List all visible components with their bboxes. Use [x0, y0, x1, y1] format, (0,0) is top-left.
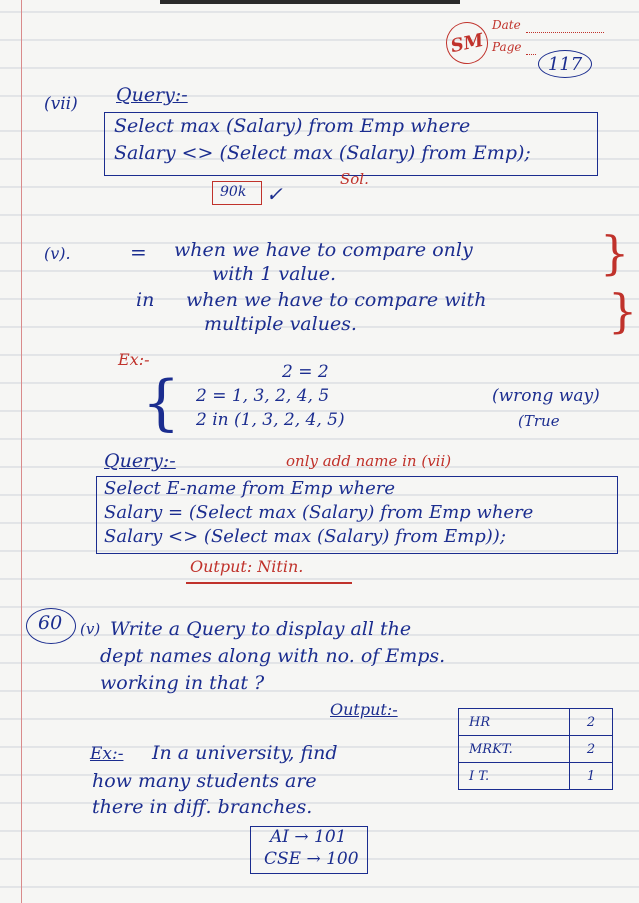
output-label: Output:-: [330, 700, 398, 719]
page-label: Page: [492, 40, 522, 54]
count-cell: 2: [570, 709, 613, 736]
table-row: [459, 709, 613, 736]
count-cell: 1: [570, 763, 613, 790]
table-row: [459, 736, 613, 763]
example2-line3: there in diff. branches.: [92, 796, 313, 818]
example-brace: {: [142, 368, 181, 438]
query1-line2: Salary <> (Select max (Salary) from Emp);: [114, 142, 531, 164]
query2-output: Output: Nitin.: [190, 557, 304, 576]
tick-mark: ✓: [266, 182, 283, 206]
example2-label: Ex:-: [90, 744, 124, 764]
date-line: [526, 32, 604, 33]
query2-note: only add name in (vii): [286, 452, 452, 470]
question-line3: working in that ?: [100, 672, 265, 694]
count-cell: 2: [570, 736, 613, 763]
page-number-text: 117: [547, 53, 583, 75]
query2-heading: Query:-: [104, 450, 176, 472]
branch-cse: CSE → 100: [264, 849, 359, 869]
page-line: [526, 54, 536, 55]
example2-line1: In a university, find: [152, 742, 338, 764]
result-value: 90k: [220, 184, 247, 200]
logo-text: SM: [448, 29, 486, 57]
question-number: 60: [38, 612, 63, 634]
dept-cell: HR: [459, 709, 570, 736]
def1-line2: with 1 value.: [212, 263, 337, 285]
example-line2-right: (True: [518, 412, 560, 430]
example-line1-left: 2 = 1, 3, 2, 4, 5: [196, 386, 330, 406]
def2-line2: multiple values.: [204, 313, 357, 335]
example-line0: 2 = 2: [282, 362, 329, 382]
section-v-number: (v).: [44, 244, 71, 263]
date-label: Date: [492, 18, 521, 32]
table-row: [459, 763, 613, 790]
solution-note: Sol.: [340, 170, 369, 188]
dept-cell: I T.: [459, 763, 570, 790]
output-underline: [186, 582, 352, 584]
query1-line1: Select max (Salary) from Emp where: [114, 115, 471, 137]
section-vii-number: (vii): [44, 94, 78, 114]
branch-ai: AI → 101: [270, 827, 347, 847]
query2-line2: Salary = (Select max (Salary) from Emp where: [104, 502, 534, 523]
def2-line1: when we have to compare with: [186, 289, 487, 311]
example-label: Ex:-: [118, 350, 150, 369]
scan-top-edge: [160, 0, 460, 4]
section-vii-heading: Query:-: [116, 84, 188, 106]
dept-cell: MRKT.: [459, 736, 570, 763]
def1-line1: when we have to compare only: [174, 239, 473, 261]
equals-symbol: =: [130, 240, 147, 264]
query2-line3: Salary <> (Select max (Salary) from Emp));: [104, 526, 506, 547]
example-line1-right: (wrong way): [492, 386, 600, 406]
example-line2-left: 2 in (1, 3, 2, 4, 5): [196, 410, 345, 430]
red-brace-2: }: [608, 284, 638, 338]
output-table: [458, 708, 613, 790]
in-symbol: in: [136, 289, 155, 311]
question-line1: Write a Query to display all the: [110, 618, 412, 640]
question-sub-number: (v): [80, 620, 101, 638]
margin-line: [21, 0, 22, 903]
page-number: [538, 50, 592, 78]
notebook-logo: [442, 18, 492, 68]
example2-line2: how many students are: [92, 770, 317, 792]
red-brace-1: }: [600, 226, 630, 280]
query2-line1: Select E-name from Emp where: [104, 478, 396, 499]
question-line2: dept names along with no. of Emps.: [100, 645, 446, 667]
